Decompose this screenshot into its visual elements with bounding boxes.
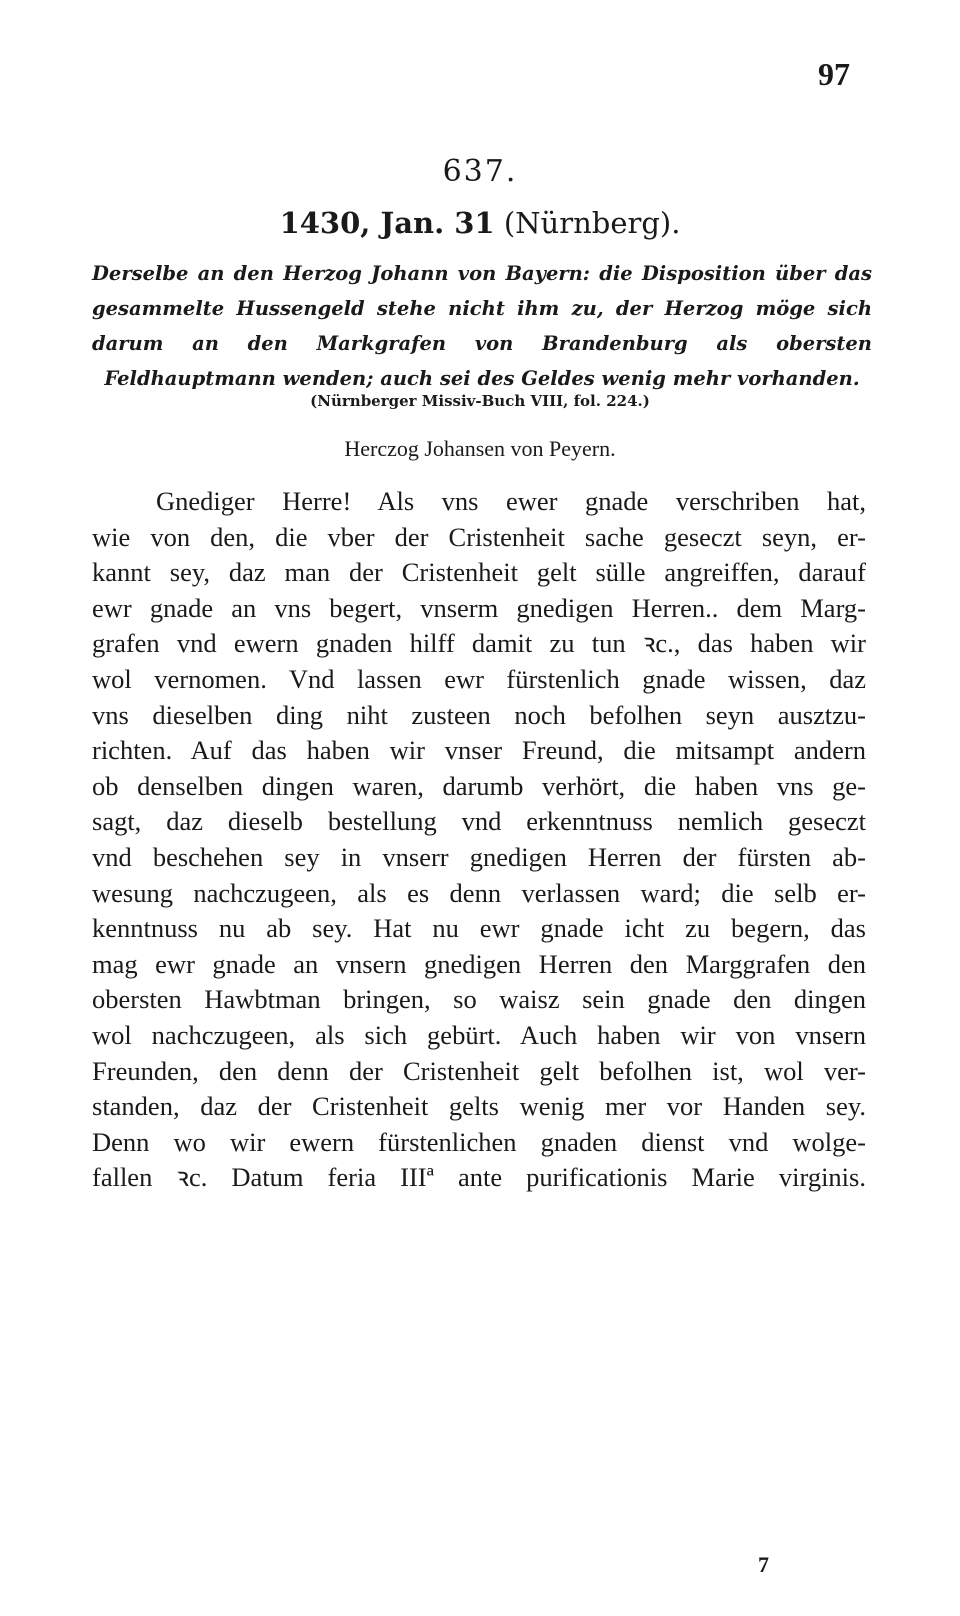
body-line: ob denselben dingen waren, darumb verhört, die haben vns ge-	[92, 770, 866, 801]
addressee: Herczog Johansen von Peyern.	[344, 436, 616, 461]
date-bold: 1430, Jan. 31	[279, 206, 495, 240]
body-line: sagt, daz dieselb bestellung vnd erkenntnuss nemlich geseczt	[92, 806, 866, 837]
date-line	[0, 206, 960, 240]
body-line: wol vernomen. Vnd lassen ewr fürstenlich gnade wissen, daz	[92, 663, 866, 694]
body-line: Gnediger Herre! Als vns ewer gnade verschriben hat,	[156, 486, 866, 516]
body-line: standen, daz der Cristenheit gelts wenig mer vor Handen sey.	[92, 1091, 866, 1122]
body-line: wesung nachczugeen, als es denn verlassen ward; die selb er-	[92, 877, 866, 908]
body-line: Freunden, den denn der Cristenheit gelt befolhen ist, wol ver-	[92, 1055, 866, 1086]
body-line: vnd beschehen sey in vnserr gnedigen Herren der fürsten ab-	[92, 841, 866, 872]
body-line: richten. Auf das haben wir vnser Freund, die mitsampt andern	[92, 735, 866, 766]
signature-mark: 7	[758, 1552, 769, 1577]
body-line: obersten Hawbtman bringen, so waisz sein gnade den dingen	[92, 984, 866, 1015]
body-line: grafen vnd ewern gnaden hilff damit zu tun ꝛc., das haben wir	[92, 628, 866, 659]
body-line: ewr gnade an vns begert, vnserm gnedigen Herren.. dem Marg-	[92, 592, 866, 623]
body-line: wol nachczugeen, als sich gebürt. Auch haben wir von vnsern	[92, 1019, 866, 1050]
source-citation: (Nürnberger Missiv-Buch VIII, fol. 224.)	[310, 392, 650, 410]
letter-body	[92, 484, 866, 1196]
body-line: Denn wo wir ewern fürstenlichen gnaden dienst vnd wolge-	[92, 1126, 866, 1157]
page-number: 97	[818, 56, 850, 92]
body-line: vns dieselben ding niht zusteen noch befolhen seyn ausztzu-	[92, 699, 866, 730]
document-number: 637.	[442, 154, 518, 189]
body-line: mag ewr gnade an vnsern gnedigen Herren den Marggrafen den	[92, 948, 866, 979]
body-line: wie von den, die vber der Cristenheit sache geseczt seyn, er-	[92, 521, 866, 552]
body-line: kannt sey, daz man der Cristenheit gelt sülle angreiffen, darauf	[92, 557, 866, 588]
summary: Derselbe an den Herzog Johann von Bayern: die Disposition über das gesammelte Hussengeld stehe nicht ihm zu, der Herzog möge sich darum an den Markgrafen von Brandenburg als obersten Feldhauptmann wenden; auch sei des Geldes wenig mehr vorhanden.	[92, 262, 872, 390]
date-place: (Nürnberg).	[503, 206, 681, 240]
body-line: fallen ꝛc. Datum feria IIIª ante purificationis Marie virginis.	[92, 1162, 866, 1193]
body-line: kenntnuss nu ab sey. Hat nu ewr gnade icht zu begern, das	[92, 913, 866, 944]
